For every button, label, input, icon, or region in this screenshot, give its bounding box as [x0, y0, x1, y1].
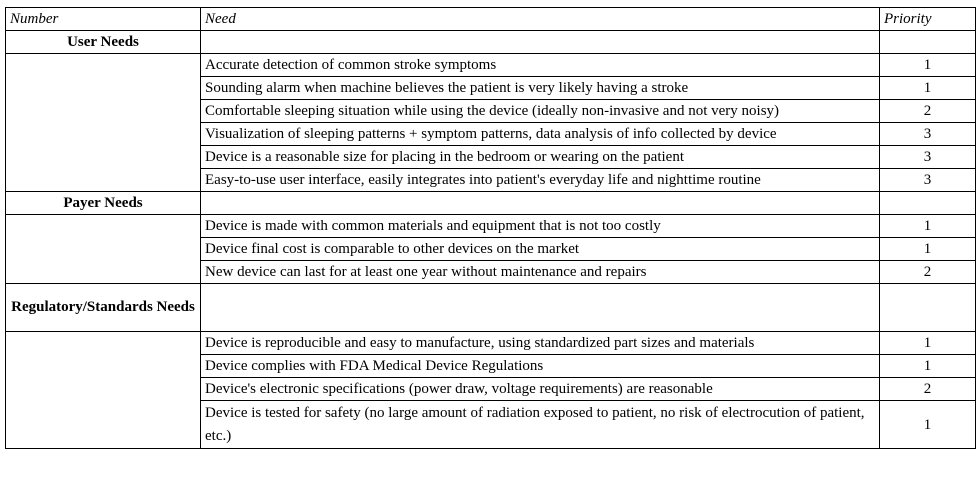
priority-cell: 1	[880, 215, 976, 238]
need-cell: Device complies with FDA Medical Device Regulations	[201, 355, 880, 378]
empty-cell	[880, 192, 976, 215]
empty-cell	[880, 284, 976, 332]
need-cell: Device is reproducible and easy to manufacture, using standardized part sizes and materials	[201, 332, 880, 355]
empty-cell	[201, 284, 880, 332]
section-title-payer-needs: Payer Needs	[6, 192, 201, 215]
priority-cell: 3	[880, 146, 976, 169]
priority-cell: 1	[880, 401, 976, 449]
need-cell: Comfortable sleeping situation while using the device (ideally non-invasive and not very noisy)	[201, 100, 880, 123]
section-row-regulatory-needs	[6, 284, 976, 332]
header-number: Number	[6, 8, 201, 31]
need-cell: New device can last for at least one year without maintenance and repairs	[201, 261, 880, 284]
need-cell: Device is a reasonable size for placing in the bedroom or wearing on the patient	[201, 146, 880, 169]
need-cell: Device final cost is comparable to other devices on the market	[201, 238, 880, 261]
need-cell: Easy-to-use user interface, easily integrates into patient's everyday life and nighttime routine	[201, 169, 880, 192]
section-title-regulatory-needs: Regulatory/Standards Needs	[6, 284, 201, 332]
section-row-user-needs	[6, 31, 976, 54]
empty-number-cell	[6, 54, 201, 192]
priority-cell: 1	[880, 355, 976, 378]
empty-number-cell	[6, 215, 201, 284]
priority-cell: 2	[880, 261, 976, 284]
header-priority: Priority	[880, 8, 976, 31]
empty-cell	[201, 31, 880, 54]
priority-cell: 2	[880, 100, 976, 123]
need-cell: Accurate detection of common stroke symptoms	[201, 54, 880, 77]
table-row	[6, 54, 976, 77]
empty-number-cell	[6, 332, 201, 449]
empty-cell	[880, 31, 976, 54]
priority-cell: 3	[880, 123, 976, 146]
header-need: Need	[201, 8, 880, 31]
priority-cell: 2	[880, 378, 976, 401]
need-cell: Visualization of sleeping patterns + symptom patterns, data analysis of info collected by device	[201, 123, 880, 146]
priority-cell: 1	[880, 238, 976, 261]
header-row	[6, 8, 976, 31]
priority-cell: 1	[880, 54, 976, 77]
section-row-payer-needs	[6, 192, 976, 215]
empty-cell	[201, 192, 880, 215]
table-row	[6, 215, 976, 238]
need-cell: Sounding alarm when machine believes the patient is very likely having a stroke	[201, 77, 880, 100]
need-cell: Device is tested for safety (no large amount of radiation exposed to patient, no risk of electrocution of patient, etc.)	[201, 401, 880, 449]
priority-cell: 3	[880, 169, 976, 192]
section-title-user-needs: User Needs	[6, 31, 201, 54]
priority-cell: 1	[880, 77, 976, 100]
priority-cell: 1	[880, 332, 976, 355]
need-cell: Device's electronic specifications (power draw, voltage requirements) are reasonable	[201, 378, 880, 401]
table-row	[6, 332, 976, 355]
needs-table	[5, 7, 976, 449]
need-cell: Device is made with common materials and equipment that is not too costly	[201, 215, 880, 238]
